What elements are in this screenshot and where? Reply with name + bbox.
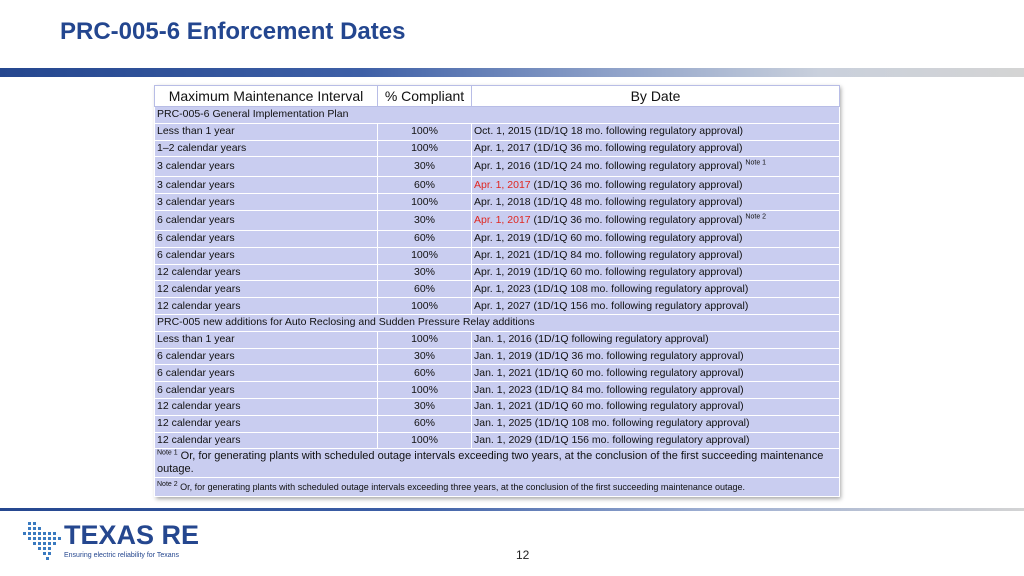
by-date-cell [472,177,840,194]
date-detail: (1D/1Q 18 mo. following regulatory approval) [531,125,744,138]
table-header-row [155,86,840,107]
date-detail: (1D/1Q 24 mo. following regulatory approval) [530,160,743,173]
table-row [155,281,840,298]
note-reference: Note 1 [745,159,767,167]
note-reference: Note 2 [745,213,767,221]
date-detail: (1D/1Q 36 mo. following regulatory approval) [530,178,743,191]
pct-compliant-cell: 100% [378,382,472,399]
pct-compliant-cell: 60% [378,177,472,194]
date-value: Jan. 1, 2019 [474,349,532,362]
pct-compliant-cell: 30% [378,157,472,177]
date-detail: (1D/1Q 60 mo. following regulatory approval) [530,232,743,245]
pct-compliant-cell: 100% [378,331,472,348]
table-row [155,177,840,194]
enforcement-dates-table-container [154,85,839,497]
note-1-label: Note 1 [157,449,178,457]
table-row [155,382,840,399]
date-detail: (1D/1Q 36 mo. following regulatory approval) [531,349,744,362]
date-detail: (1D/1Q 48 mo. following regulatory approval) [530,195,743,208]
date-value: Jan. 1, 2029 [474,433,532,446]
interval-cell: 6 calendar years [155,230,378,247]
date-value: Apr. 1, 2023 [474,282,531,295]
by-date-cell [472,157,840,177]
table-row [155,348,840,365]
by-date-cell [472,264,840,281]
pct-compliant-cell: 60% [378,415,472,432]
note-2-cell [155,478,840,497]
note-1-text: Or, for generating plants with scheduled outage intervals exceeding two years, at the conclusion of the first succeeding maintenance outage. [157,450,824,476]
table-row [155,230,840,247]
interval-cell: 6 calendar years [155,365,378,382]
pct-compliant-cell: 30% [378,348,472,365]
interval-cell: 12 calendar years [155,432,378,449]
interval-cell: Less than 1 year [155,331,378,348]
date-detail: (1D/1Q 36 mo. following regulatory approval) [530,141,743,154]
table-row [155,331,840,348]
interval-cell: 12 calendar years [155,398,378,415]
date-value: Apr. 1, 2027 [474,299,531,312]
pct-compliant-cell: 60% [378,281,472,298]
by-date-cell [472,247,840,264]
section-new-additions: PRC-005 new additions for Auto Reclosing and Sudden Pressure Relay additions [155,314,840,331]
by-date-cell [472,331,840,348]
pct-compliant-cell: 100% [378,140,472,157]
pct-compliant-cell: 30% [378,264,472,281]
table-row [155,415,840,432]
date-detail: (1D/1Q 108 mo. following regulatory approval) [530,282,749,295]
pct-compliant-cell: 60% [378,365,472,382]
note-2-text: Or, for generating plants with scheduled outage intervals exceeding three years, at the conclusion of the first succeeding maintenance outage. [177,481,745,492]
note-row [155,449,840,478]
texas-re-logo [22,520,212,564]
slide-title: PRC-005-6 Enforcement Dates [60,18,406,45]
pct-compliant-cell: 60% [378,230,472,247]
date-value: Jan. 1, 2025 [474,417,532,430]
pct-compliant-cell: 100% [378,298,472,315]
header-by-date: By Date [472,86,840,107]
table-row [155,123,840,140]
date-detail: (1D/1Q 60 mo. following regulatory approval) [531,400,744,413]
interval-cell: 3 calendar years [155,157,378,177]
date-value: Apr. 1, 2021 [474,249,531,262]
page-number: 12 [516,548,530,562]
date-detail: (1D/1Q 156 mo. following regulatory approval) [531,433,750,446]
by-date-cell [472,210,840,230]
interval-cell: Less than 1 year [155,123,378,140]
header-max-interval: Maximum Maintenance Interval [155,86,378,107]
by-date-cell [472,123,840,140]
date-detail: (1D/1Q 60 mo. following regulatory approval) [530,265,743,278]
by-date-cell [472,398,840,415]
date-value: Jan. 1, 2016 [474,333,532,346]
by-date-cell [472,382,840,399]
note-row [155,478,840,497]
interval-cell: 6 calendar years [155,210,378,230]
date-detail: (1D/1Q 156 mo. following regulatory approval) [530,299,749,312]
date-value: Jan. 1, 2021 [474,366,532,379]
date-value: Apr. 1, 2019 [474,265,531,278]
texas-grid-icon [22,520,62,560]
logo-wordmark: TEXAS RE [64,520,200,550]
date-detail: (1D/1Q 60 mo. following regulatory approval) [531,366,744,379]
date-value: Jan. 1, 2021 [474,400,532,413]
logo-tagline: Ensuring electric reliability for Texans [64,552,180,559]
interval-cell: 12 calendar years [155,264,378,281]
header-rule [0,68,1024,77]
interval-cell: 12 calendar years [155,415,378,432]
pct-compliant-cell: 100% [378,432,472,449]
pct-compliant-cell: 30% [378,210,472,230]
note-2-label: Note 2 [157,480,178,488]
table-row [155,210,840,230]
interval-cell: 12 calendar years [155,281,378,298]
date-value: Apr. 1, 2019 [474,232,531,245]
interval-cell: 6 calendar years [155,348,378,365]
interval-cell: 3 calendar years [155,194,378,211]
by-date-cell [472,230,840,247]
date-value: Apr. 1, 2017 [474,213,531,226]
date-detail: (1D/1Q 84 mo. following regulatory approval) [531,383,744,396]
section-general-plan: PRC-005-6 General Implementation Plan [155,107,840,124]
table-row [155,157,840,177]
interval-cell: 6 calendar years [155,247,378,264]
date-value: Apr. 1, 2016 [474,160,531,173]
interval-cell: 12 calendar years [155,298,378,315]
table-row [155,194,840,211]
date-detail: (1D/1Q 84 mo. following regulatory approval) [530,249,743,262]
section-row [155,107,840,124]
by-date-cell [472,365,840,382]
table-row [155,298,840,315]
by-date-cell [472,281,840,298]
by-date-cell [472,298,840,315]
by-date-cell [472,415,840,432]
section-row [155,314,840,331]
pct-compliant-cell: 100% [378,123,472,140]
footer-rule [0,508,1024,511]
table-row [155,247,840,264]
interval-cell: 1–2 calendar years [155,140,378,157]
date-value: Apr. 1, 2017 [474,178,531,191]
pct-compliant-cell: 100% [378,194,472,211]
by-date-cell [472,194,840,211]
table-row [155,432,840,449]
date-value: Jan. 1, 2023 [474,383,532,396]
date-value: Apr. 1, 2018 [474,195,531,208]
note-1-cell [155,449,840,478]
date-detail: (1D/1Q following regulatory approval) [531,333,709,346]
by-date-cell [472,348,840,365]
header-pct-compliant: % Compliant [378,86,472,107]
date-detail: (1D/1Q 36 mo. following regulatory approval) [530,213,743,226]
by-date-cell [472,432,840,449]
date-value: Oct. 1, 2015 [474,125,532,138]
table-row [155,365,840,382]
interval-cell: 6 calendar years [155,382,378,399]
table-row [155,398,840,415]
table-body [155,86,840,497]
date-value: Apr. 1, 2017 [474,141,531,154]
interval-cell: 3 calendar years [155,177,378,194]
pct-compliant-cell: 100% [378,247,472,264]
by-date-cell [472,140,840,157]
table-row [155,264,840,281]
date-detail: (1D/1Q 108 mo. following regulatory approval) [531,417,750,430]
pct-compliant-cell: 30% [378,398,472,415]
enforcement-dates-table [154,85,840,497]
table-row [155,140,840,157]
